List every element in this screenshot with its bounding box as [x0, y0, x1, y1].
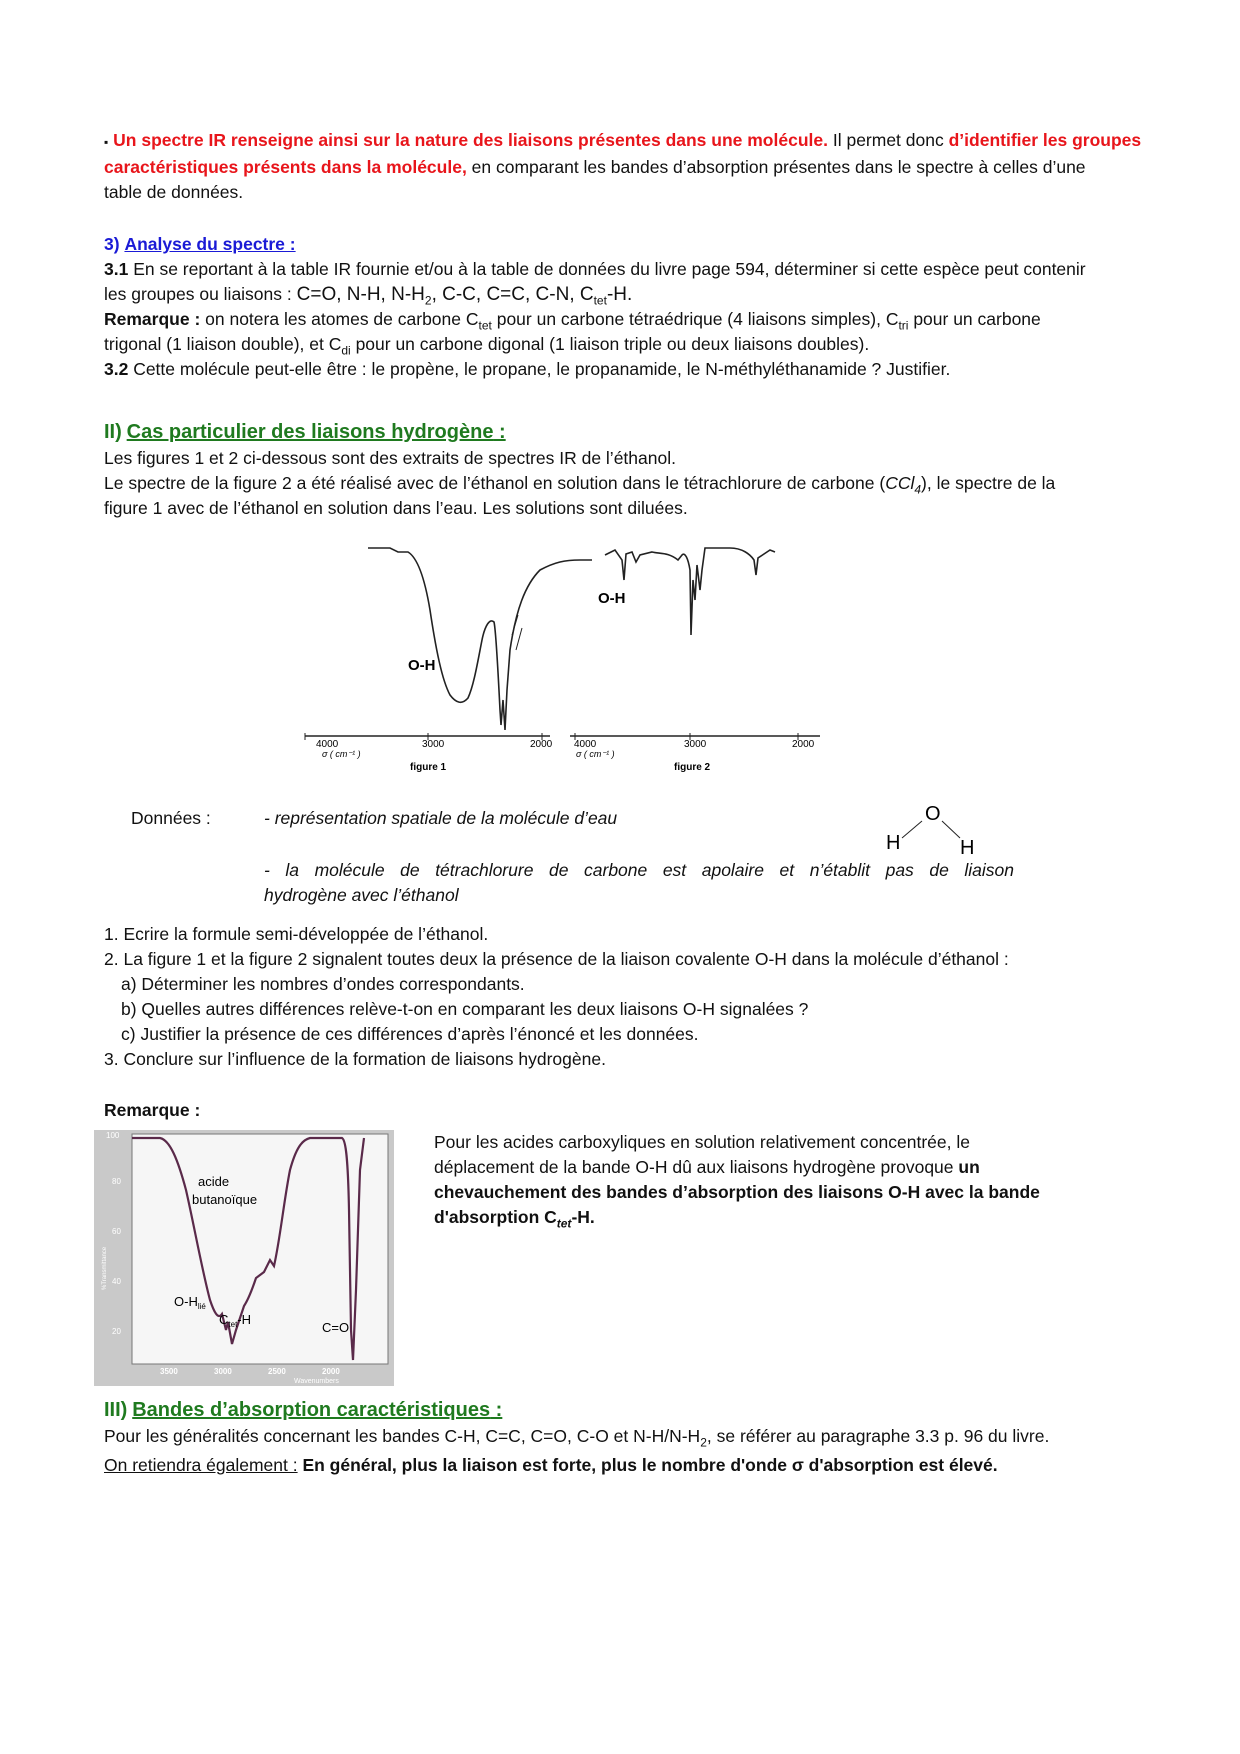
q31-text-2d: -H. — [606, 284, 633, 305]
section-2-heading — [104, 418, 1194, 446]
chart-title-2: butanoïque — [192, 1192, 258, 1207]
remark-line-1 — [104, 307, 1194, 332]
y-tick-80: 80 — [112, 1177, 121, 1186]
section-3b — [104, 1396, 1204, 1478]
intro-line-3: table de données. — [104, 182, 244, 202]
q32-line — [104, 357, 1194, 382]
intro-line-1 — [104, 128, 1184, 155]
ccl4-text: CCl — [885, 473, 915, 493]
remarque-2-sub: tet — [556, 1216, 572, 1231]
section-2 — [104, 418, 1194, 521]
section-2-num: II) — [104, 421, 122, 443]
section-2-p2 — [104, 471, 1194, 496]
water-o: O — [925, 803, 941, 825]
intro-line-2 — [104, 155, 1184, 180]
y-tick-40: 40 — [112, 1277, 121, 1286]
questions-list — [104, 922, 1204, 1072]
figure1-oh-label: O-H — [408, 657, 436, 674]
peak-ch-end: -H — [237, 1312, 252, 1327]
q31-sub-tet: tet — [593, 293, 607, 308]
q31-num: 3.1 — [104, 259, 129, 279]
remark-1b: pour un carbone tétraédrique (4 liaisons simples), C — [491, 309, 899, 329]
remark-2a: trigonal (1 liaison double), et C — [104, 334, 342, 354]
q32-num: 3.2 — [104, 359, 129, 379]
remarque-2-line-2 — [434, 1155, 1054, 1180]
q31-sub-2: 2 — [424, 293, 432, 308]
water-bond-2 — [942, 821, 960, 838]
section-3-heading — [104, 232, 1194, 257]
x-tick-2500: 2500 — [268, 1367, 286, 1376]
section-3-num: 3) — [104, 234, 120, 254]
section-2-title: Cas particulier des liaisons hydrogène — [126, 421, 494, 443]
section-3b-sub: 2 — [700, 1435, 707, 1450]
question-1: 1. Ecrire la formule semi-développée de l’éthanol. — [104, 924, 489, 944]
section-3b-p1 — [104, 1424, 1204, 1449]
section-2-p2b: ), le spectre de la — [921, 473, 1056, 493]
q32-text: Cette molécule peut-elle être : le propène, le propane, le propanamide, le N-méthyléthanamide ? Justifier. — [128, 359, 951, 379]
section-3-title: Analyse du spectre : — [124, 234, 296, 254]
remarque-2-line-4a: d'absorption C — [434, 1207, 557, 1227]
section-2-p2a: Le spectre de la figure 2 a été réalisé avec de l’éthanol en solution dans le tétrachlorure de carbone ( — [104, 473, 886, 493]
peak-oh-sub: lié — [197, 1302, 206, 1311]
peak-ch-main: C — [219, 1312, 229, 1327]
remark-2b: pour un carbone digonal (1 liaison triple ou deux liaisons doubles). — [350, 334, 870, 354]
question-3: 3. Conclure sur l’influence de la formation de liaisons hydrogène. — [104, 1049, 606, 1069]
q31-text-2a: les groupes ou liaisons : — [104, 284, 297, 304]
remark-line-2 — [104, 332, 1194, 357]
remarque-2-line-2a: déplacement de la bande O-H dû aux liaisons hydrogène provoque — [434, 1157, 959, 1177]
figure2-tick-4000: 4000 — [574, 739, 597, 750]
x-tick-2000: 2000 — [322, 1367, 340, 1376]
y-tick-100: 100 — [106, 1131, 120, 1140]
remarque-2-line-4b: -H. — [571, 1207, 595, 1227]
figure1-caption: figure 1 — [410, 762, 447, 773]
question-2: 2. La figure 1 et la figure 2 signalent toutes deux la présence de la liaison covalente O-H dans la molécule d’éthanol : — [104, 949, 1009, 969]
chart-title-1: acide — [198, 1174, 230, 1189]
x-tick-3000: 3000 — [214, 1367, 232, 1376]
ethanol-ir-figures — [316, 540, 930, 780]
retenir-text: En général, plus la liaison est forte, plus le nombre d'onde σ d'absorption est élevé. — [297, 1455, 998, 1475]
remarque-2-label: Remarque : — [104, 1100, 201, 1120]
water-h-right: H — [960, 837, 975, 859]
remark-sub-tet: tet — [478, 318, 492, 333]
q31-line-1 — [104, 257, 1194, 282]
intro-paragraph — [104, 128, 1184, 205]
peak-oh-main: O-H — [174, 1294, 198, 1309]
bullet: ▪ — [104, 135, 109, 149]
remark-label: Remarque : — [104, 309, 201, 329]
intro-red-1: Un spectre IR renseigne ainsi sur la nature des liaisons présentes dans une molécule. — [113, 130, 828, 150]
y-tick-60: 60 — [112, 1227, 121, 1236]
q31-line-2 — [104, 282, 1194, 307]
section-3b-p1b: , se référer au paragraphe 3.3 p. 96 du livre. — [706, 1426, 1050, 1446]
intro-red-2: d’identifier les groupes — [948, 130, 1142, 150]
section-2-colon: : — [493, 421, 506, 443]
figure1-tick-2000: 2000 — [530, 739, 553, 750]
figure2-oh-label: O-H — [598, 590, 626, 607]
remarque-2-text — [434, 1130, 1054, 1230]
remark-sub-di: di — [341, 343, 351, 358]
q31-text-2c: , C-C, C=C, C-N, C — [431, 284, 594, 305]
question-2a: a) Déterminer les nombres d’ondes correspondants. — [121, 974, 525, 994]
figure2-caption: figure 2 — [674, 762, 711, 773]
remarque-2-line-4 — [434, 1205, 1054, 1230]
x-axis-label: Wavenumbers — [294, 1378, 339, 1385]
donnees-item-2-line-1: - la molécule de tétrachlorure de carbone est apolaire et n’établit pas de liaison — [264, 860, 1014, 880]
butanoic-acid-spectrum — [94, 1130, 394, 1386]
figure1-axis-label: σ ( cm⁻¹ ) — [322, 749, 361, 759]
y-tick-20: 20 — [112, 1327, 121, 1336]
water-h-left: H — [886, 832, 901, 854]
ccl4-sub: 4 — [914, 482, 922, 497]
section-2-p3: figure 1 avec de l’éthanol en solution dans l’eau. Les solutions sont diluées. — [104, 498, 688, 518]
retenir-label: On retiendra également : — [104, 1455, 298, 1475]
figure2-axis-label: σ ( cm⁻¹ ) — [576, 749, 615, 759]
water-molecule — [880, 796, 990, 859]
remark-1a: on notera les atomes de carbone C — [200, 309, 479, 329]
donnees-label: Données : — [131, 808, 211, 828]
q31-text-1: En se reportant à la table IR fournie et/ou à la table de données du livre page 594, déterminer si cette espèce peut contenir — [128, 259, 1086, 279]
section-3b-num: III) — [104, 1399, 128, 1421]
figure2-curve — [605, 548, 775, 635]
remark-sub-tri: tri — [898, 318, 909, 333]
remarque-2-line-3: chevauchement des bandes d’absorption des liaisons O-H avec la bande — [434, 1182, 1040, 1202]
figure2-tick-2000: 2000 — [792, 739, 815, 750]
y-axis-label: %Transmittance — [102, 1246, 108, 1290]
figure2-tick-3000: 3000 — [684, 739, 707, 750]
remark-1c: pour un carbone — [908, 309, 1041, 329]
donnees-item-1: - représentation spatiale de la molécule d’eau — [264, 808, 618, 828]
peak-ch-sub: tet — [228, 1320, 238, 1329]
q31-text-2b: C=O, N-H, N-H — [296, 284, 425, 305]
question-2c: c) Justifier la présence de ces différences d’après l’énoncé et les données. — [121, 1024, 699, 1044]
section-2-p1: Les figures 1 et 2 ci-dessous sont des extraits de spectres IR de l’éthanol. — [104, 448, 676, 468]
intro-red-3: caractéristiques présents dans la molécule, — [104, 157, 467, 177]
section-3b-title: Bandes d’absorption caractéristiques — [132, 1399, 491, 1421]
figure1-tick-4000: 4000 — [316, 739, 339, 750]
remarque-2-line-1: Pour les acides carboxyliques en solution relativement concentrée, le — [434, 1132, 970, 1152]
water-bond-1 — [902, 821, 922, 838]
figure1-tick-3000: 3000 — [422, 739, 445, 750]
peak-co-label: C=O — [322, 1320, 350, 1335]
x-tick-3500: 3500 — [160, 1367, 178, 1376]
section-3b-colon: : — [490, 1399, 503, 1421]
section-3 — [104, 232, 1194, 382]
section-3b-retenir — [104, 1453, 1204, 1478]
remarque-2-line-2b: un — [958, 1157, 980, 1177]
question-2b: b) Quelles autres différences relève-t-on en comparant les deux liaisons O-H signalées ? — [121, 999, 809, 1019]
figure1-curve — [368, 548, 592, 730]
section-3b-heading — [104, 1396, 1204, 1424]
section-3b-p1a: Pour les généralités concernant les bandes C-H, C=C, C=O, C-O et N-H/N-H — [104, 1426, 701, 1446]
intro-plain-1: Il permet donc — [827, 130, 949, 150]
donnees-item-2-line-2: hydrogène avec l’éthanol — [264, 885, 459, 905]
intro-plain-2: en comparant les bandes d’absorption présentes dans le spectre à celles d’une — [466, 157, 1086, 177]
